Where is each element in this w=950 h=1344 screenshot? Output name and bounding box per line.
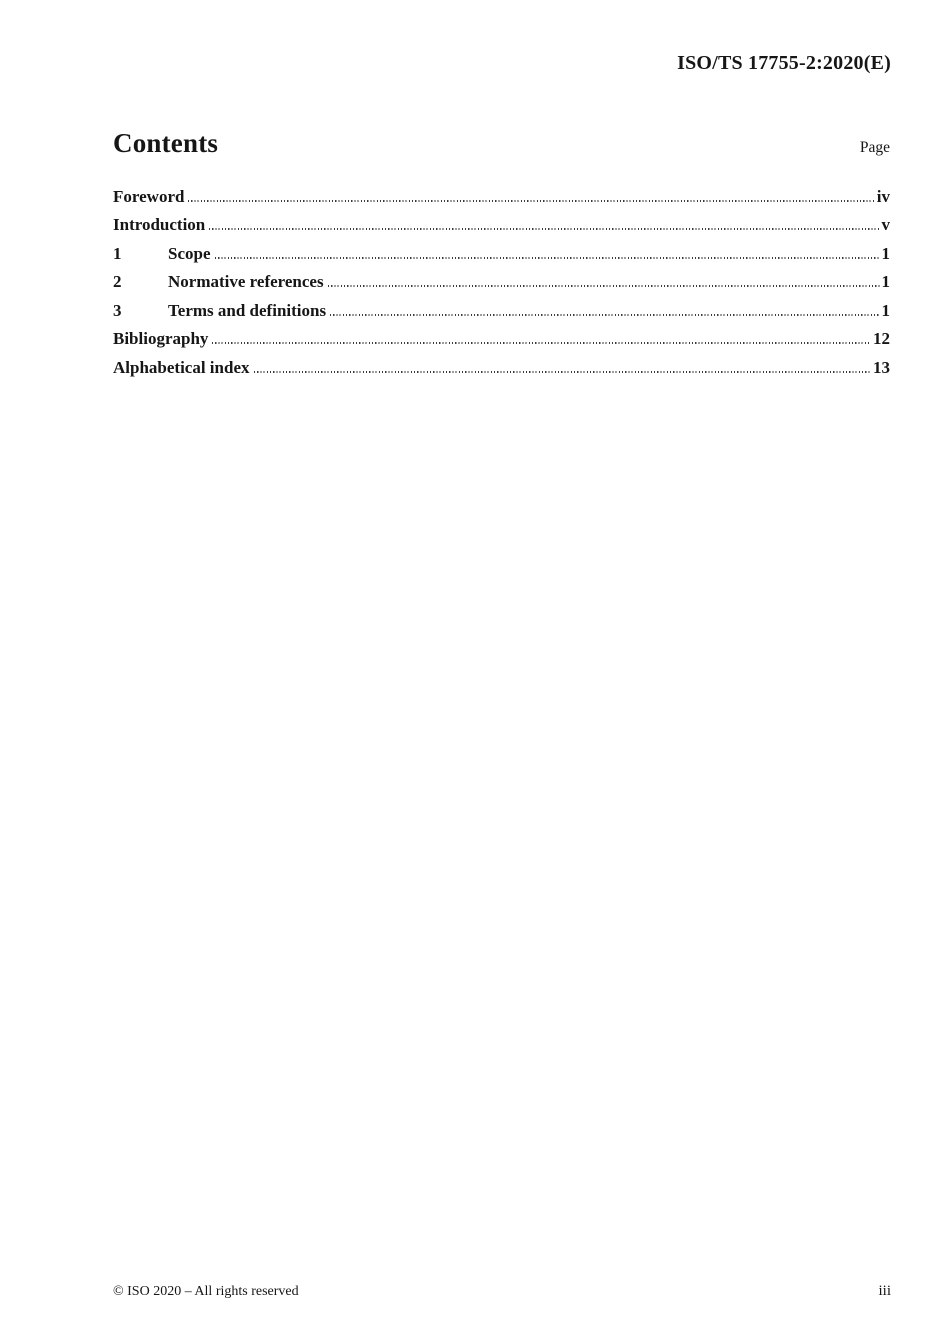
toc-entry-number: 2 [113, 272, 122, 292]
toc-entry-introduction[interactable] [113, 211, 890, 239]
folio-page-number: iii [878, 1283, 891, 1299]
copyright-notice: © ISO 2020 – All rights reserved [113, 1284, 299, 1299]
toc-entry-bibliography[interactable] [113, 325, 890, 353]
toc-entry-number: 3 [113, 300, 122, 320]
toc-entry-page: 1 [881, 300, 890, 320]
table-of-contents [113, 183, 890, 382]
toc-leader-dots [215, 257, 880, 259]
toc-entry-title: Alphabetical index [113, 357, 250, 377]
toc-entry-title: Introduction [113, 215, 206, 235]
toc-leader-dots [254, 371, 872, 373]
toc-entry-number: 1 [113, 243, 122, 263]
toc-entry-page: iv [876, 187, 890, 206]
toc-entry-page: 13 [873, 357, 890, 377]
toc-entry-normative-references[interactable] [113, 268, 890, 296]
page-title: Contents [113, 128, 219, 158]
doc-reference: ISO/TS 17755-2:2020(E) [677, 52, 891, 74]
toc-entry-scope[interactable] [113, 240, 890, 268]
toc-entry-alphabetical-index[interactable] [113, 354, 890, 382]
toc-entry-page: 12 [873, 329, 890, 349]
page-footer [113, 1283, 891, 1300]
toc-leader-dots [328, 285, 880, 287]
toc-entry-page: 1 [881, 272, 890, 292]
toc-leader-dots [209, 228, 879, 230]
toc-entry-title: Foreword [113, 187, 185, 206]
toc-entry-page: v [881, 215, 890, 235]
toc-leader-dots [330, 314, 879, 316]
toc-leader-dots [212, 342, 871, 344]
contents-header [113, 128, 890, 159]
toc-entry-title: Normative references [168, 272, 324, 292]
toc-entry-page: 1 [881, 243, 890, 263]
toc-entry-foreword[interactable] [113, 183, 890, 211]
toc-entry-terms-and-definitions[interactable] [113, 297, 890, 325]
toc-entry-title: Bibliography [113, 329, 209, 349]
page-column-label: Page [859, 139, 890, 156]
toc-entry-title: Terms and definitions [168, 300, 327, 320]
toc-leader-dots [188, 200, 874, 202]
toc-entry-title: Scope [168, 243, 211, 263]
